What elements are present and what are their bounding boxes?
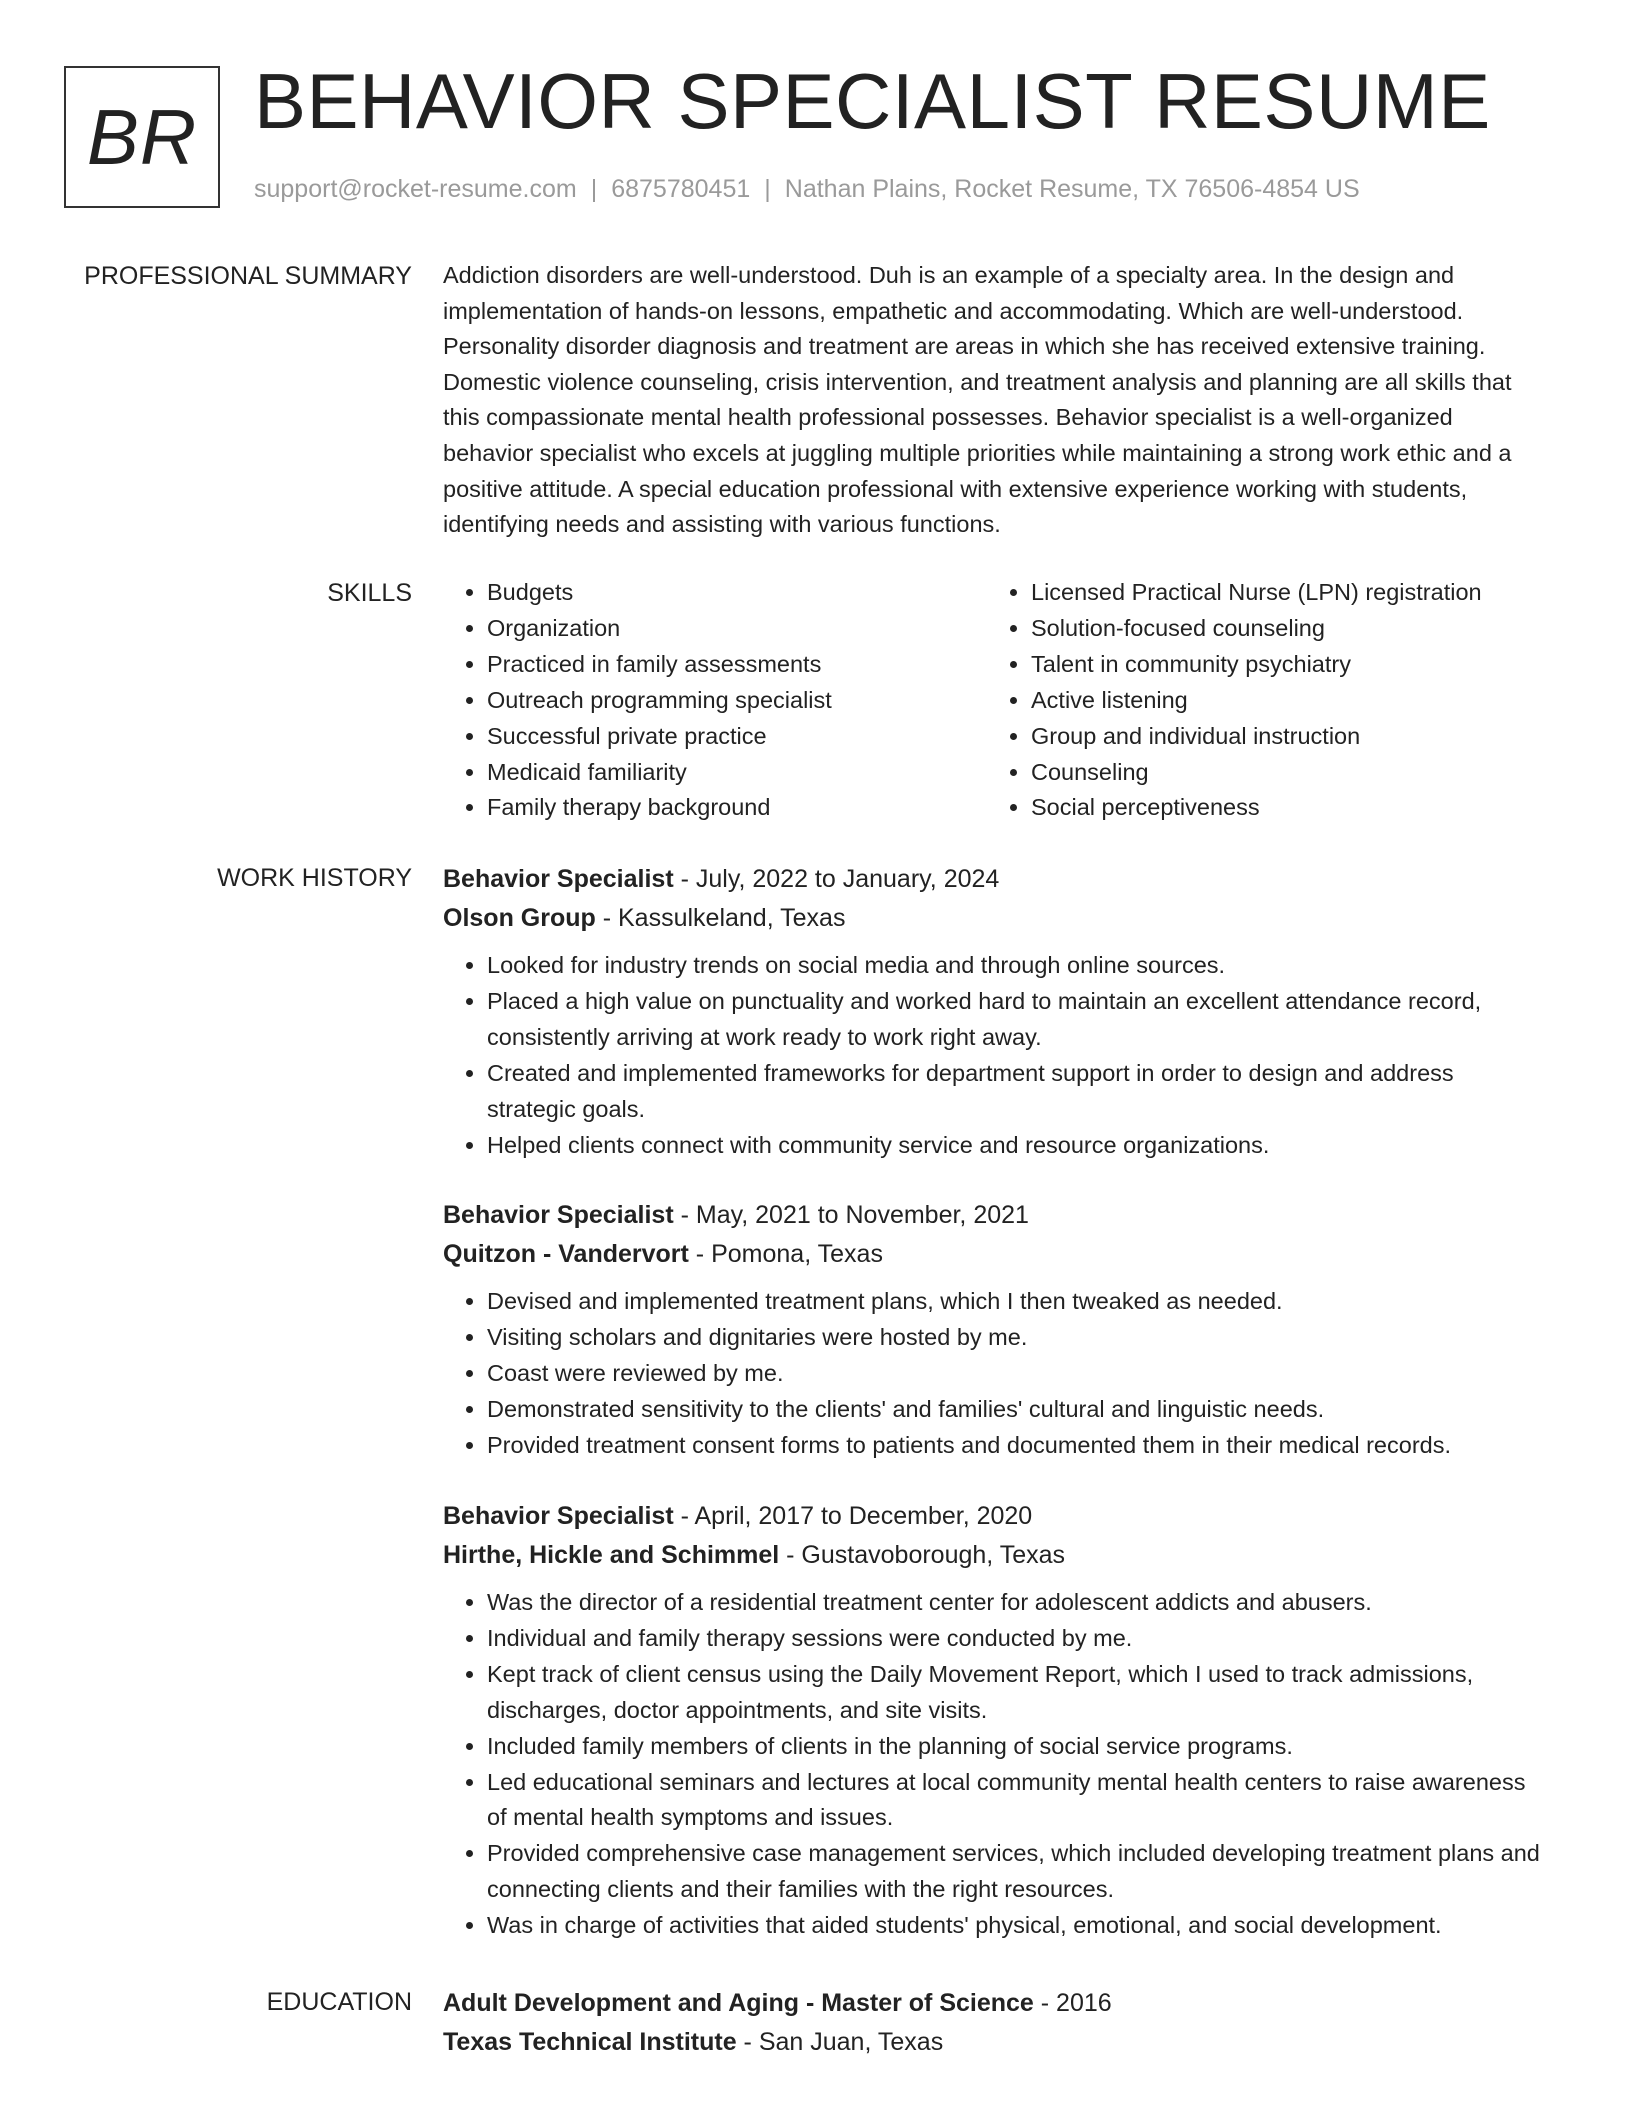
skill-item: • Counseling bbox=[1031, 755, 1531, 791]
skills-list-left bbox=[443, 575, 987, 826]
job-title-line bbox=[443, 1497, 1543, 1536]
skill-item: • Talent in community psychiatry bbox=[1031, 647, 1531, 683]
section-label-summary: PROFESSIONAL SUMMARY bbox=[84, 262, 412, 290]
section-label-work: WORK HISTORY bbox=[217, 864, 412, 892]
job-company: Quitzon - Vandervort bbox=[443, 1240, 689, 1269]
skill-item: • Solution-focused counseling bbox=[1031, 611, 1531, 647]
job-dates: - May, 2021 to November, 2021 bbox=[673, 1201, 1029, 1230]
summary-text: Addiction disorders are well-understood. Duh is an example of a specialty area. In the design and implementation of hands-on lessons, empathetic and accommodating. Which are well-understood. Personality disorder diagnosis and treatment are areas in which she has received extensive training. Domestic violence counseling, crisis intervention, and treatment analysis and planning are all skills that this compassionate mental health professional possesses. Behavior specialist is a well-organized behavior specialist who excels at juggling multiple priorities while maintaining a strong work ethic and a positive attitude. A special education professional with extensive experience working with students, identifying needs and assisting with various functions. bbox=[443, 262, 1512, 538]
job-bullet: • Demonstrated sensitivity to the clients' and families' cultural and linguistic needs. bbox=[487, 1392, 1543, 1428]
job-bullet: • Helped clients connect with community service and resource organizations. bbox=[487, 1128, 1543, 1164]
job-title-line bbox=[443, 860, 1543, 899]
job-bullet: • Was in charge of activities that aided students' physical, emotional, and social development. bbox=[487, 1908, 1543, 1944]
job-location: - Pomona, Texas bbox=[688, 1240, 883, 1269]
education-school-line bbox=[443, 2023, 1543, 2062]
job-bullets bbox=[443, 948, 1543, 1163]
monogram-initials: BR bbox=[86, 92, 198, 181]
monogram-badge bbox=[64, 66, 220, 208]
job-bullet: • Visiting scholars and dignitaries were hosted by me. bbox=[487, 1320, 1543, 1356]
skill-item: • Family therapy background bbox=[487, 790, 987, 826]
job-dates: - July, 2022 to January, 2024 bbox=[673, 865, 1000, 893]
job-bullet: • Looked for industry trends on social media and through online sources. bbox=[487, 948, 1543, 984]
job-location: - Gustavoborough, Texas bbox=[779, 1540, 1066, 1569]
skill-item: • Licensed Practical Nurse (LPN) registration bbox=[1031, 575, 1531, 611]
contact-separator: | bbox=[590, 175, 598, 203]
job-title: Behavior Specialist bbox=[443, 1201, 674, 1230]
job-bullet: • Was the director of a residential treatment center for adolescent addicts and abusers. bbox=[487, 1585, 1543, 1621]
education-location: - San Juan, Texas bbox=[736, 2028, 944, 2056]
job-entry bbox=[443, 860, 1543, 1163]
contact-email: support@rocket-resume.com bbox=[254, 175, 577, 203]
skill-item: • Budgets bbox=[487, 575, 987, 611]
job-entry bbox=[443, 1497, 1543, 1944]
contact-phone: 6875780451 bbox=[611, 175, 751, 203]
job-company: Hirthe, Hickle and Schimmel bbox=[443, 1540, 780, 1569]
job-bullet: • Individual and family therapy sessions were conducted by me. bbox=[487, 1621, 1543, 1657]
section-label-skills: SKILLS bbox=[327, 579, 412, 607]
skill-item: • Group and individual instruction bbox=[1031, 719, 1531, 755]
job-bullet: • Devised and implemented treatment plans, which I then tweaked as needed. bbox=[487, 1284, 1543, 1320]
education-degree: Adult Development and Aging - Master of Science bbox=[443, 1989, 1034, 2017]
job-company-line bbox=[443, 1235, 1543, 1274]
education-year: - 2016 bbox=[1033, 1989, 1112, 2017]
skills-columns bbox=[443, 575, 1543, 826]
contact-address: Nathan Plains, Rocket Resume, TX 76506-4854 US bbox=[784, 175, 1360, 203]
education-body bbox=[443, 1984, 1543, 2062]
skill-item: • Active listening bbox=[1031, 683, 1531, 719]
job-bullets bbox=[443, 1585, 1543, 1944]
job-entry bbox=[443, 1196, 1543, 1464]
skill-item: • Organization bbox=[487, 611, 987, 647]
job-bullet: • Provided treatment consent forms to patients and documented them in their medical records. bbox=[487, 1428, 1543, 1464]
job-title-line bbox=[443, 1196, 1543, 1235]
education-school: Texas Technical Institute bbox=[443, 2028, 737, 2056]
skill-item: • Successful private practice bbox=[487, 719, 987, 755]
skill-item: • Practiced in family assessments bbox=[487, 647, 987, 683]
contact-line bbox=[254, 174, 1360, 204]
job-bullet: • Led educational seminars and lectures at local community mental health centers to raise awareness of mental health symptoms and issues. bbox=[487, 1765, 1543, 1837]
job-bullet: • Coast were reviewed by me. bbox=[487, 1356, 1543, 1392]
job-dates: - April, 2017 to December, 2020 bbox=[673, 1501, 1033, 1530]
skill-item: • Outreach programming specialist bbox=[487, 683, 987, 719]
summary-body bbox=[443, 258, 1543, 543]
job-title: Behavior Specialist bbox=[443, 865, 674, 893]
job-title: Behavior Specialist bbox=[443, 1501, 674, 1530]
skill-item: • Medicaid familiarity bbox=[487, 755, 987, 791]
job-bullet: • Included family members of clients in the planning of social service programs. bbox=[487, 1729, 1543, 1765]
job-bullet: • Placed a high value on punctuality and worked hard to maintain an excellent attendance record, consistently arriving at work ready to work right away. bbox=[487, 984, 1543, 1056]
job-company-line bbox=[443, 1536, 1543, 1575]
job-bullet: • Kept track of client census using the Daily Movement Report, which I used to track admissions, discharges, doctor appointments, and site visits. bbox=[487, 1657, 1543, 1729]
section-label-education: EDUCATION bbox=[266, 1988, 412, 2016]
work-body bbox=[443, 860, 1543, 1944]
skills-body bbox=[443, 575, 1543, 826]
education-degree-line bbox=[443, 1984, 1543, 2023]
resume-title: BEHAVIOR SPECIALIST RESUME bbox=[254, 57, 1491, 145]
job-bullet: • Provided comprehensive case management services, which included developing treatment plans and connecting clients and their families with the right resources. bbox=[487, 1836, 1543, 1908]
skill-item: • Social perceptiveness bbox=[1031, 790, 1531, 826]
job-company-line bbox=[443, 899, 1543, 938]
job-location: - Kassulkeland, Texas bbox=[595, 904, 846, 932]
job-bullet: • Created and implemented frameworks for department support in order to design and address strategic goals. bbox=[487, 1056, 1543, 1128]
contact-separator: | bbox=[764, 175, 771, 203]
job-bullets bbox=[443, 1284, 1543, 1464]
skills-list-right bbox=[987, 575, 1531, 826]
job-company: Olson Group bbox=[443, 904, 596, 932]
